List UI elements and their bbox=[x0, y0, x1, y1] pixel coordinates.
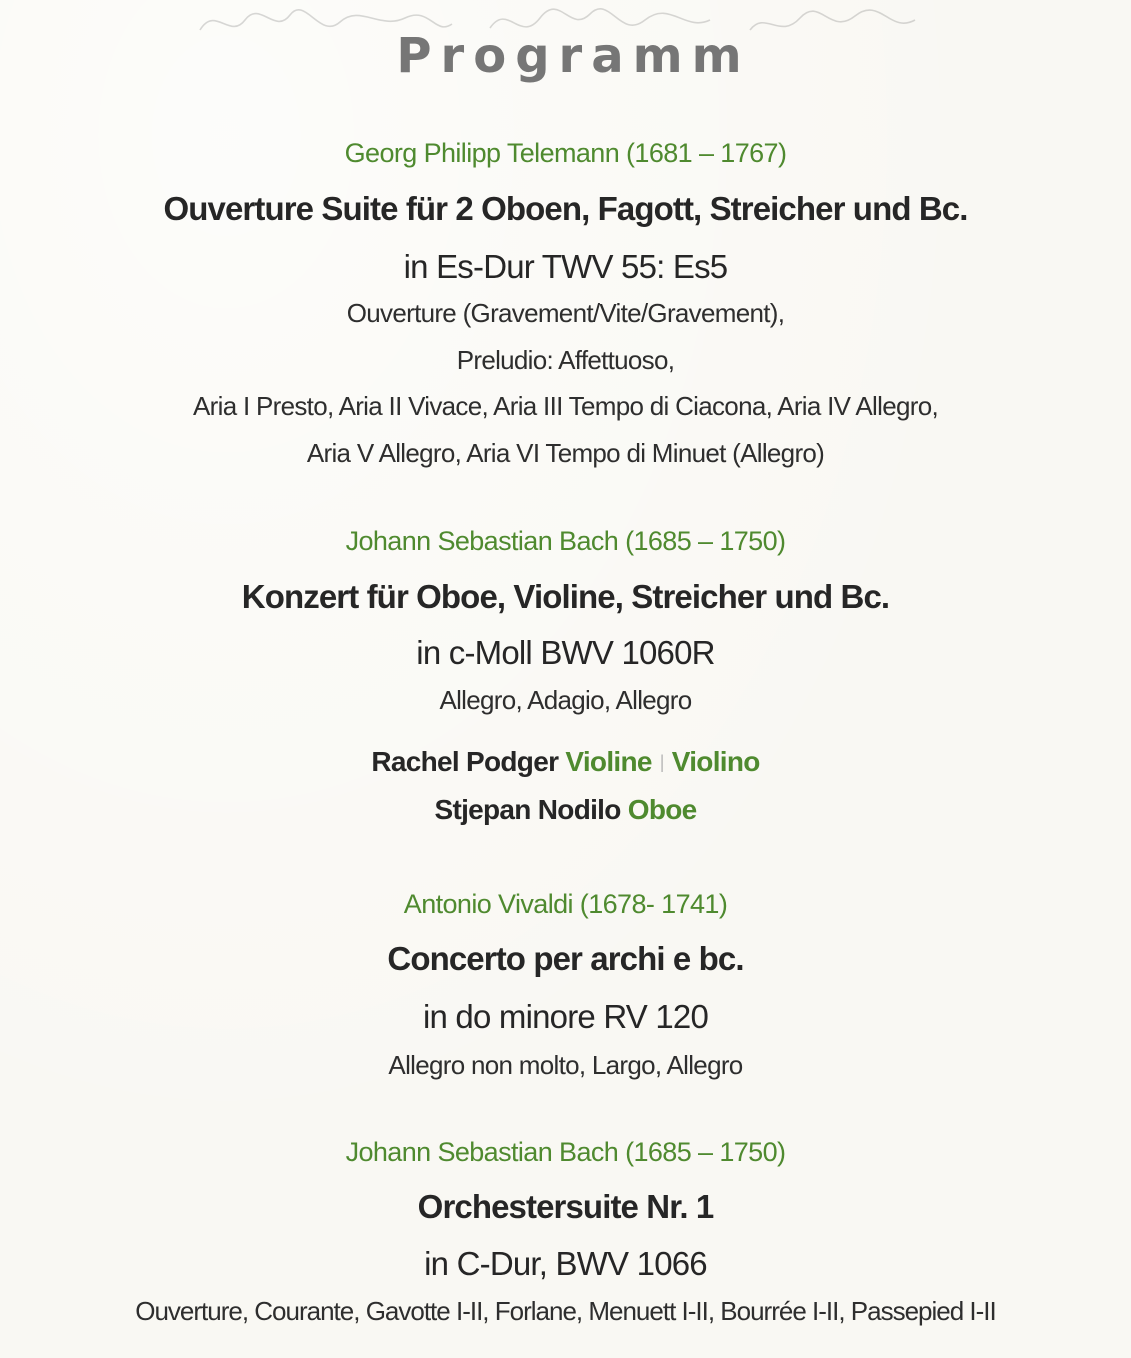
separator: | bbox=[659, 752, 664, 772]
movement-line: Aria V Allegro, Aria VI Tempo di Minuet (Allegro) bbox=[306, 438, 825, 468]
movement-line: Aria I Presto, Aria II Vivace, Aria III Tempo di Ciacona, Aria IV Allegro, bbox=[193, 391, 938, 421]
performer-instrument: Oboe bbox=[627, 794, 697, 825]
performer-name: Stjepan Nodilo bbox=[434, 794, 621, 825]
performer-podger bbox=[0, 748, 1131, 776]
performer-nodilo bbox=[0, 796, 1131, 824]
composer-bach-suite: Johann Sebastian Bach (1685 – 1750) bbox=[345, 1137, 786, 1167]
movement-line: Preludio: Affettuoso, bbox=[456, 345, 675, 375]
work-title-bach-concerto: Konzert für Oboe, Violine, Streicher und Bc. bbox=[241, 578, 890, 615]
performer-name: Rachel Podger bbox=[371, 746, 559, 777]
work-title-bach-suite: Orchestersuite Nr. 1 bbox=[417, 1188, 714, 1225]
movement-line: Ouverture, Courante, Gavotte I-II, Forlane, Menuett I-II, Bourrée I-II, Passepied I-II bbox=[135, 1296, 996, 1326]
performer-instrument: Violine bbox=[565, 746, 652, 777]
work-key-bach-suite: in C-Dur, BWV 1066 bbox=[424, 1245, 707, 1282]
work-key-bach-concerto: in c-Moll BWV 1060R bbox=[416, 634, 715, 671]
work-title-vivaldi: Concerto per archi e bc. bbox=[387, 940, 744, 977]
work-key-telemann: in Es-Dur TWV 55: Es5 bbox=[403, 248, 728, 285]
work-key-vivaldi: in do minore RV 120 bbox=[422, 998, 709, 1035]
movement-line: Ouverture (Gravement/Vite/Gravement), bbox=[346, 298, 785, 328]
composer-vivaldi: Antonio Vivaldi (1678- 1741) bbox=[403, 889, 728, 919]
movement-line: Allegro, Adagio, Allegro bbox=[439, 685, 692, 715]
work-title-telemann: Ouverture Suite für 2 Oboen, Fagott, Streicher und Bc. bbox=[163, 190, 968, 227]
performer-instrument-alt: Violino bbox=[671, 746, 760, 777]
composer-bach: Johann Sebastian Bach (1685 – 1750) bbox=[345, 526, 786, 556]
page-title: Programm bbox=[396, 28, 751, 84]
movement-line: Allegro non molto, Largo, Allegro bbox=[388, 1050, 743, 1080]
composer-telemann: Georg Philipp Telemann (1681 – 1767) bbox=[344, 138, 787, 168]
